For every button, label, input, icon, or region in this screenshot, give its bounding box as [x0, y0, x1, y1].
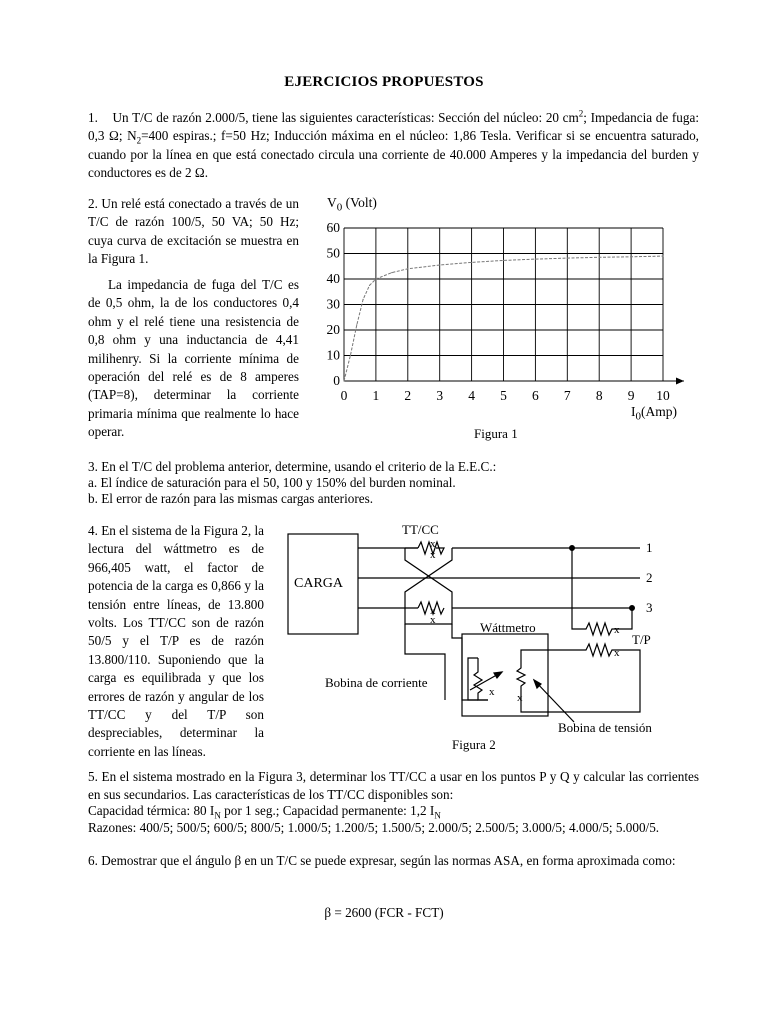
carga-label: CARGA — [294, 576, 344, 591]
x-tick-label: 9 — [627, 388, 635, 403]
polarity-mark: x — [430, 614, 436, 626]
problem-2-body: La impedancia de fuga del T/C es de 0,5 ohm, la de los conductores 0,4 ohm y el relé tiene una resistencia de 0,8 ohm y una inductancia de 4,41 milihenry. Si la corriente mínima de operación del relé es de 8 amperes (TAP=8), determinar la corriente primaria mínima que realmente lo hace operar. — [88, 277, 299, 440]
bobina-corriente-label: Bobina de corriente — [325, 675, 428, 690]
line-1-label: 1 — [646, 540, 653, 555]
problem-5-text: 5. En el sistema mostrado en la Figura 3, determinar los TT/CC a usar en los puntos P y Q y calcular las corrientes en sus secundarios. Las características de los TT/CC disponibles son: — [88, 769, 699, 803]
line-2-label: 2 — [646, 570, 653, 585]
y-tick-label: 40 — [326, 271, 340, 286]
problem-3-line-1: 3. En el T/C del problema anterior, determine, usando el criterio de la E.E.C.: — [88, 459, 497, 474]
problem-4-text: 4. En el sistema de la Figura 2, la lectura del wáttmetro es de 966,405 watt, el factor de potencia de la carga es 0,866 y la tensión entre líneas, de 13.800 volts. Los TT/CC son de razón 50/5 y el T/P es de razón 13.800/110. Suponiendo que la carga es equilibrada y que los errores de razón y angular de los TT/CC y del T/P son despreciables, determinar la corriente en las líneas. — [88, 523, 264, 759]
superscript-2: 2 — [578, 108, 584, 119]
wattmetro-label: Wáttmetro — [480, 620, 536, 635]
subscript-2: 2 — [136, 136, 142, 147]
x-tick-label: 7 — [563, 388, 571, 403]
bobina-tension-label: Bobina de tensión — [558, 720, 652, 735]
y-tick-label: 50 — [326, 245, 340, 261]
problem-1-part-c: =400 espiras.; f=50 Hz; Inducción máxima en el núcleo: 1,86 Tesla. Verificar si se encuentra saturado, cuando por la línea en que está conectado circula una corriente de 40.000 Amperes y la impedancia del burden y conductores es de 2 Ω. — [88, 128, 699, 181]
tp-primary — [572, 548, 632, 635]
problem-5-ratios: Razones: 400/5; 500/5; 600/5; 800/5; 1.000/5; 1.200/5; 1.500/5; 2.000/5; 2.500/5; 3.000/5; 4.000/5; 5.000/5. — [88, 820, 660, 835]
problem-3-item-b: b. El error de razón para las mismas cargas anteriores. — [88, 491, 373, 506]
y-tick-label: 60 — [326, 220, 340, 235]
polarity-mark: x — [517, 692, 523, 704]
x-tick-label: 0 — [340, 388, 348, 403]
problem-1-part-b: ; Impedancia de fuga: 0,3 Ω; N — [88, 110, 699, 144]
y-tick-label: 0 — [333, 373, 340, 388]
figure-1-caption: Figura 1 — [474, 426, 518, 441]
current-coil — [474, 658, 488, 700]
problem-1-part-a: Un T/C de razón 2.000/5, tiene las siguientes características: Sección del núcleo: 20 cm — [112, 110, 579, 125]
line-3-label: 3 — [646, 600, 653, 615]
tp-secondary — [572, 644, 640, 712]
x-tick-label: 3 — [436, 388, 444, 403]
ttcc-label: TT/CC — [402, 522, 439, 537]
y-tick-label: 30 — [326, 296, 340, 312]
y-tick-label: 20 — [326, 322, 340, 337]
tp-label: T/P — [632, 632, 651, 647]
x-tick-label: 4 — [468, 388, 475, 403]
x-tick-label: 8 — [595, 388, 603, 403]
figure-1-x-axis-label: $I_0(Amp)$ — [631, 404, 677, 423]
x-tick-label: 1 — [372, 388, 380, 403]
x-tick-label: 6 — [532, 388, 539, 403]
problem-6-formula: β = 2600 (FCR - FCT) — [324, 905, 444, 920]
x-tick-label: 2 — [404, 388, 412, 403]
problem-1-number: 1. — [88, 110, 98, 125]
problem-3-item-a: a. El índice de saturación para el 50, 100 y 150% del burden nominal. — [88, 475, 456, 490]
problem-5-capacity: Capacidad térmica: 80 $I_N$ por 1 seg.; Capacidad permanente: 1,2 $I_N$ — [88, 803, 441, 821]
figure-1-y-axis-label: $V_0$ (Volt) — [327, 195, 377, 214]
polarity-mark: x — [430, 605, 436, 617]
x-tick-label: 5 — [500, 388, 507, 403]
problem-6-text: 6. Demostrar que el ángulo β en un T/C se puede expresar, según las normas ASA, en forma aproximada como: — [88, 853, 676, 868]
polarity-mark: x — [614, 647, 620, 659]
ct-secondary-wiring — [405, 548, 452, 624]
figure-2-caption: Figura 2 — [452, 737, 496, 752]
problem-2-intro: 2. Un relé está conectado a través de un T/C de razón 100/5, 50 VA; 50 Hz; cuya curva de excitación se muestra en la Figura 1. — [88, 196, 299, 267]
y-tick-label: 10 — [326, 347, 340, 363]
polarity-mark: x — [430, 538, 436, 550]
voltage-coil — [517, 660, 525, 694]
page-title: EJERCICIOS PROPUESTOS — [284, 74, 484, 90]
x-tick-label: 10 — [656, 388, 670, 403]
polarity-mark: x — [430, 549, 436, 561]
polarity-mark: x — [489, 686, 495, 698]
polarity-mark: x — [614, 624, 620, 636]
